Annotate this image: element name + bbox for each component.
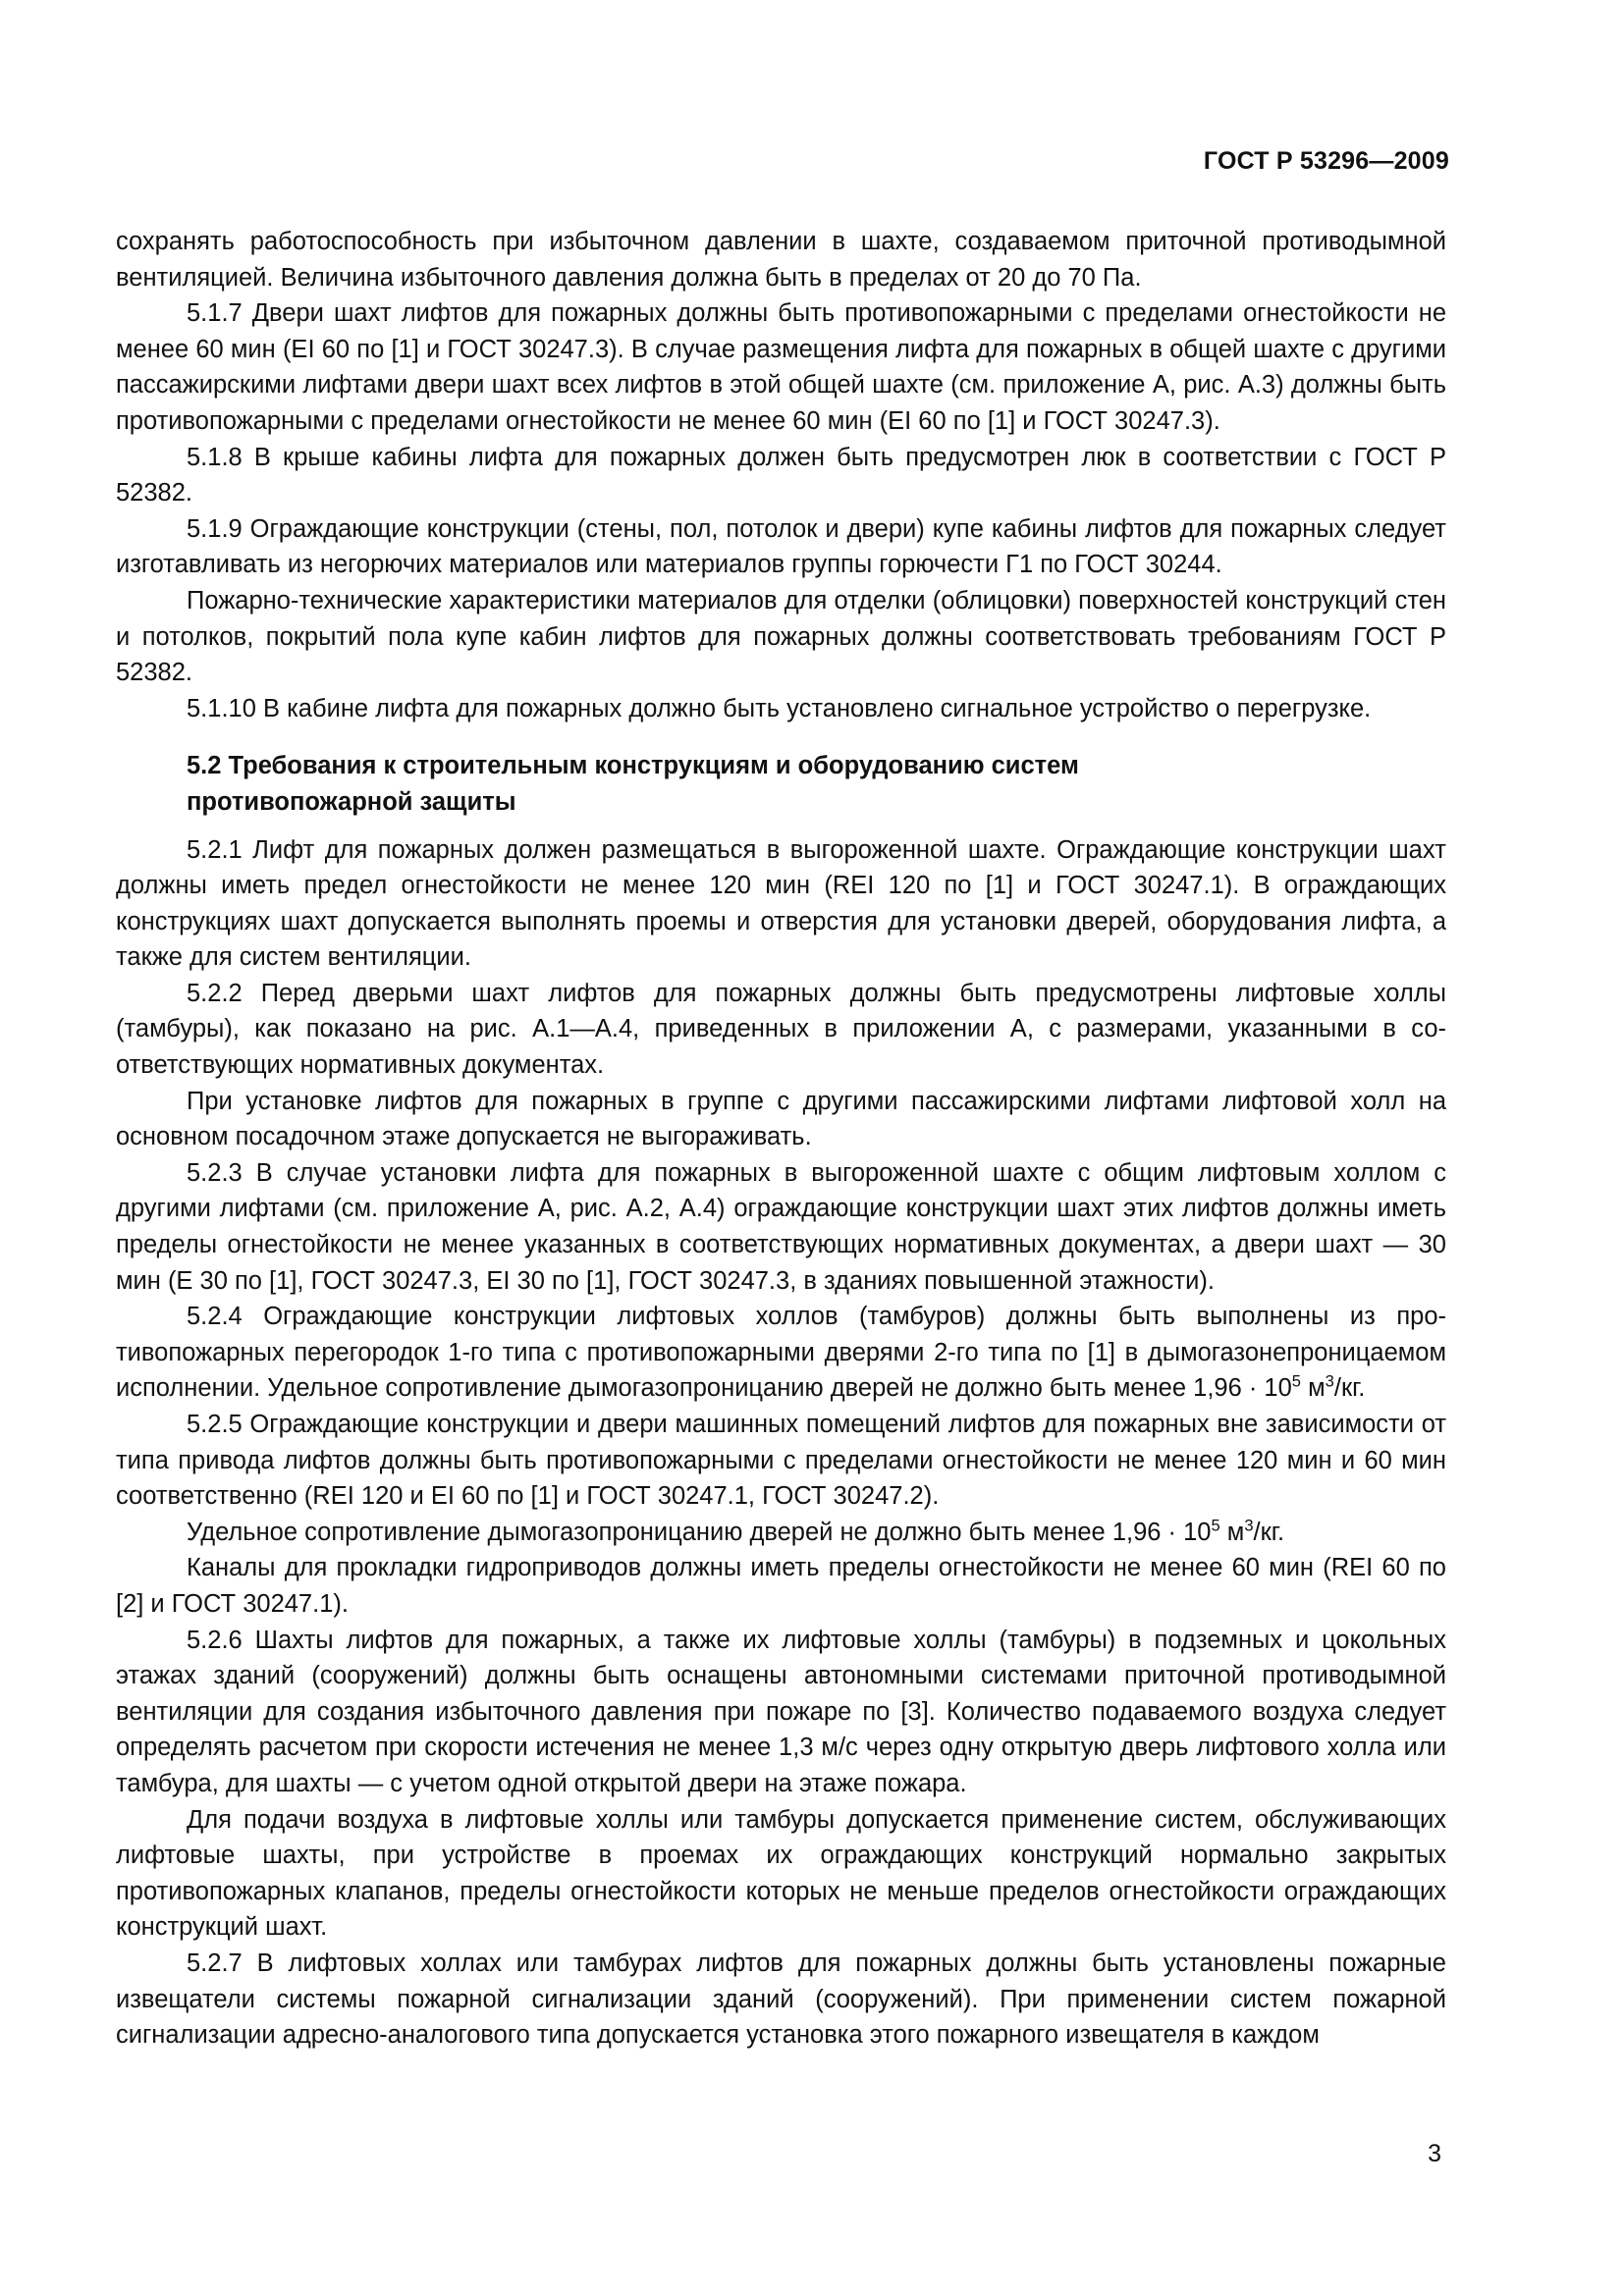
paragraph-5-2-6: 5.2.6 Шахты лифтов для пожарных, а также их лифтовые холлы (тамбуры) в подземных и цокольных этажах зданий (сооружений) должны быть оснащены автономными системами приточной противодымной вентиляции для создания избыточного давления при пожаре по [3]. Количество подаваемого воздуха следует определять расчетом при скорости истечения не менее 1,3 м/с через одну открытую дверь лифтового холла или тамбура, для шахты — с учетом одной открытой двери на этаже пожара. [116, 1626, 1446, 1797]
paragraph-5-2-5-b-text: Удельное сопротивление дымогазопроницанию дверей не должно быть менее 1,96 · 10 [187, 1518, 1212, 1546]
paragraph-5-2-5: 5.2.5 Ограждающие конструкции и двери машинных помещений лифтов для пожарных вне зависимости от типа привода лифтов должны быть противопожарными с пределами огнестойкости не менее 120 мин и 60 мин соответственно (REI 120 и EI 60 по [1] и ГОСТ 30247.1, ГОСТ 30247.2). [116, 1411, 1446, 1511]
paragraph-5-2-7: 5.2.7 В лифтовых холлах или тамбурах лифтов для пожарных должны быть установлены пожарные извещатели системы пожарной сигнализации зданий (сооружений). При применении систем пожарной сигнализации адресно-аналогового типа допускается установка этого пожарного извещателя в каждом [116, 1949, 1446, 2050]
paragraph-5-2-3: 5.2.3 В случае установки лифта для пожарных в выгороженной шахте с общим лифтовым холлом с другими лифтами (см. приложение А, рис. А.2, А.4) ограждающие конструкции шахт этих лифтов должны иметь пределы огнестойкости не менее указанных в соответствующих нормативных документах, а двери шахт — 30 мин (Е 30 по [1], ГОСТ 30247.3, EI 30 по [1], ГОСТ 30247.3, в зданиях повышенной этажности). [116, 1158, 1446, 1295]
unit-exponent: 3 [1244, 1516, 1254, 1535]
unit-tail: /кг. [1253, 1518, 1285, 1546]
paragraph-5-1-9: 5.1.9 Ограждающие конструкции (стены, пол, потолок и двери) купе кабины лифтов для пожарных следует изготавливать из негорючих материалов или материалов группы горючести Г1 по ГОСТ 30244. [116, 514, 1446, 579]
paragraph-5-2-2-b: При установке лифтов для пожарных в группе с другими пассажирскими лифтами лифтовой холл на основном посадочном этаже допускается не выгораживать. [116, 1087, 1446, 1151]
paragraph-5-1-8: 5.1.8 В крыше кабины лифта для пожарных должен быть предусмотрен люк в соответствии с ГОСТ Р 52382. [116, 443, 1446, 507]
paragraph-5-2-2: 5.2.2 Перед дверьми шахт лифтов для пожарных должны быть предусмотрены лифтовые холлы (тамбуры), как показано на рис. А.1—А.4, приведенных в приложении А, с размерами, указанными в соответствующих нормативных документах. [116, 979, 1446, 1080]
unit: м [1301, 1374, 1326, 1403]
document-body [116, 224, 1446, 2054]
paragraph-5-1-7: 5.1.7 Двери шахт лифтов для пожарных должны быть противопожарными с пределами огнестойкости не менее 60 мин (EI 60 по [1] и ГОСТ 30247.3). В случае размещения лифта для пожарных в общей шахте с другими пассажирскими лифтами двери шахт всех лифтов в этой общей шахте (см. приложение А, рис. А.3) должны быть противопожарными с пределами огнестойкости не менее 60 мин (EI 60 по [1] и ГОСТ 30247.3). [116, 299, 1446, 435]
paragraph-5-2-5-b [116, 1515, 1446, 1551]
unit: м [1219, 1518, 1245, 1546]
paragraph-5-2-4 [116, 1299, 1446, 1407]
paragraph-5-2-5-c: Каналы для прокладки гидроприводов должны иметь пределы огнестойкости не менее 60 мин (REI 60 по [2] и ГОСТ 30247.1). [116, 1554, 1446, 1618]
paragraph-5-2-4-text: 5.2.4 Ограждающие конструкции лифтовых холлов (тамбуров) должны быть выполнены из противопожарных перегородок 1-го типа с противопожарными дверями 2-го типа по [1] в дымогазонепроницаемом исполнении. Удельное сопротивление дымогазопроницанию дверей не должно быть менее 1,96 · 10 [116, 1303, 1446, 1403]
unit-tail: /кг. [1333, 1374, 1366, 1403]
document-header: ГОСТ Р 53296—2009 [1203, 147, 1449, 175]
unit-exponent: 3 [1325, 1371, 1334, 1391]
paragraph-continuation: сохранять работоспособность при избыточном давлении в шахте, создаваемом приточной противодымной вентиляцией. Величина избыточного давления должна быть в пределах от 20 до 70 Па. [116, 228, 1446, 292]
paragraph-5-1-10: 5.1.10 В кабине лифта для пожарных должно быть установлено сигнальное устройство о перегрузке. [187, 694, 1372, 722]
paragraph-5-2-6-b: Для подачи воздуха в лифтовые холлы или тамбуры допускается применение систем, обслуживающих лифтовые шахты, при устройстве в проемах их ограждающих конструкций нормально закрытых противопожарных клапанов, пределы огнестойкости которых не меньше пределов огнестойкости ограждающих конструкций шахт. [116, 1805, 1446, 1942]
page-number: 3 [1428, 2140, 1441, 2167]
paragraph-5-2-1: 5.2.1 Лифт для пожарных должен размещаться в выгороженной шахте. Ограждающие конструкции шахт должны иметь предел огнестойкости не менее 120 мин (REI 120 по [1] и ГОСТ 30247.1). В ограждающих конструкциях шахт допускается выполнять проемы и отверстия для установки дверей, оборудования лифта, а также для систем вентиляции. [116, 835, 1446, 972]
paragraph-5-1-9-b: Пожарно-технические характеристики материалов для отделки (облицовки) поверхностей конструкций стен и потолков, покрытий пола купе кабин лифтов для пожарных должны соответствовать требованиям ГОСТ Р 52382. [116, 586, 1446, 687]
exponent: 5 [1211, 1516, 1220, 1535]
section-heading-5-2: 5.2 Требования к строительным конструкциям и оборудованию систем противопожарной защиты [187, 752, 1079, 816]
exponent: 5 [1291, 1371, 1302, 1391]
